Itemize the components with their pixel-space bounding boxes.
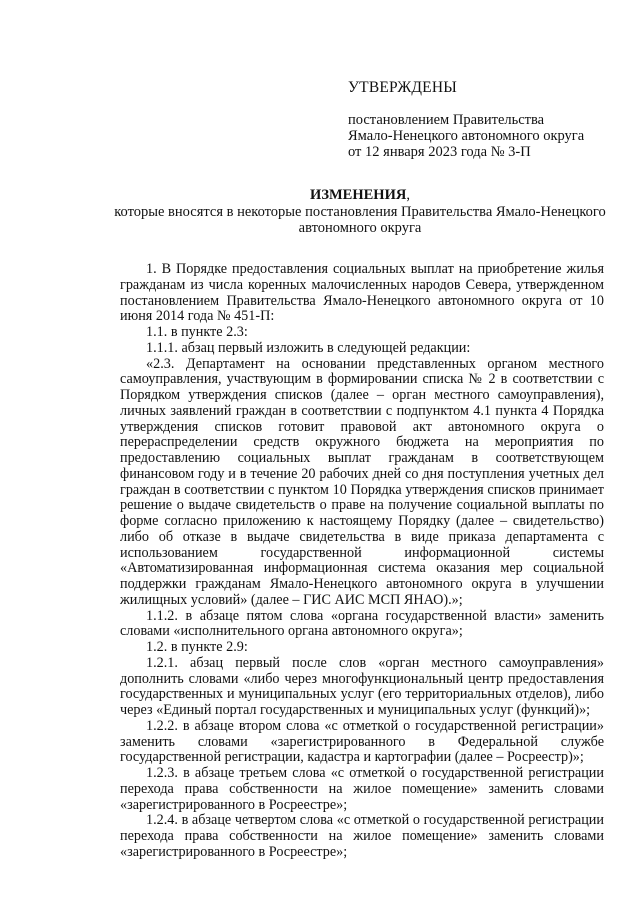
- paragraph-1-1-2: 1.1.2. в абзаце пятом слова «органа государственной власти» заменить словами «исполнительного органа автономного округа»;: [120, 607, 604, 640]
- paragraph-1-2: 1.2. в пункте 2.9:: [146, 639, 248, 655]
- heading-subtitle-line-2: автономного округа: [298, 220, 422, 236]
- heading-subtitle-line-1: которые вносятся в некоторые постановления Правительства Ямало-Ненецкого: [114, 204, 606, 220]
- heading-title: ИЗМЕНЕНИЯ: [310, 187, 407, 203]
- document-heading: [100, 187, 620, 204]
- paragraph-1-1-1: 1.1.1. абзац первый изложить в следующей редакции:: [146, 339, 471, 356]
- paragraph-1-2-2: 1.2.2. в абзаце втором слова «с отметкой о государственной регистрации» заменить словами «зарегистрированного в Федеральной службе государственной регистрации, кадастра и картографии (далее – Росреестр)»;: [120, 717, 604, 766]
- paragraph-1-1: 1.1. в пункте 2.3:: [146, 324, 248, 340]
- approval-title: УТВЕРЖДЕНЫ: [348, 79, 457, 96]
- paragraph-1: 1. В Порядке предоставления социальных выплат на приобретение жилья гражданам из числа коренных малочисленных народов Севера, утвержденном постановлением Правительства Ямало-Ненецкого автономного округа от 10 июня 2014 года № 451-П:: [120, 261, 604, 325]
- paragraph-1-2-3: 1.2.3. в абзаце третьем слова «с отметкой о государственной регистрации перехода права собственности на жилое помещение» заменить словами «зарегистрированного в Росреестре»;: [120, 765, 604, 813]
- paragraph-1-2-4: 1.2.4. в абзаце четвертом слова «с отметкой о государственной регистрации перехода права собственности на жилое помещение» заменить словами «зарегистрированного в Росреестре»;: [120, 812, 604, 860]
- heading-comma: ,: [406, 187, 410, 203]
- document-body: [120, 262, 604, 861]
- approval-line-2: Ямало-Ненецкого автономного округа: [348, 128, 585, 144]
- paragraph-1-2-1: 1.2.1. абзац первый после слов «орган местного самоуправления» дополнить словами «либо через многофункциональный центр предоставления государственных и муниципальных услуг (его территориальных отделов), либо через «Единый портал государственных и муниципальных услуг (функций)»;: [120, 654, 604, 718]
- approval-line-1: постановлением Правительства: [348, 112, 545, 128]
- paragraph-2-3-text: «2.3. Департамент на основании представленных органом местного самоуправления, участвующим в формировании списка № 2 в соответствии с Порядком утверждения списков (далее – орган местного самоуправления), личных заявлений граждан в соответствии с подпунктом 4.1 пункта 4 Порядка утверждения списков готовит правовой акт автономного округа о перераспределении средств окружного бюджета на мероприятия по предоставлению социальных выплат гражданам в соответствующем финансовом году и в течение 20 рабочих дней со дня поступления учетных дел граждан в соответствии с пунктом 10 Порядка утверждения списков принимает решение о выдаче свидетельств о праве на получение социальной выплаты по форме согласно приложению к настоящему Порядку (далее – свидетельство) либо об отказе в выдаче свидетельства в виде приказа департамента с использованием государственной информационной системы «Автоматизированная информационная система оказания мер социальной поддержки гражданам Ямало-Ненецкого автономного округа в улучшении жилищных условий» (далее – ГИС АИС МСП ЯНАО).»;: [120, 355, 604, 608]
- approval-line-3: от 12 января 2023 года № 3-П: [348, 144, 531, 160]
